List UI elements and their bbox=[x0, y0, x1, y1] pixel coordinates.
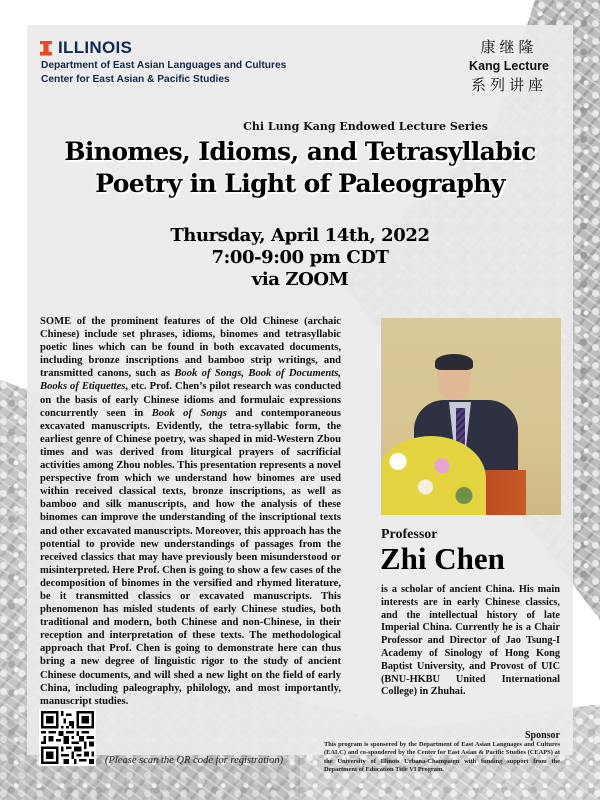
speaker-name: Zhi Chen bbox=[380, 541, 505, 576]
department-name: Department of East Asian Languages and Cultures bbox=[41, 60, 287, 71]
photo-flowers bbox=[381, 436, 486, 515]
photo-hair bbox=[435, 354, 473, 370]
brand-wordmark: ILLINOIS bbox=[58, 38, 133, 57]
title-line-1: Binomes, Idioms, and Tetrasyllabic bbox=[64, 137, 536, 166]
kang-zh-series: 系列讲座 bbox=[470, 76, 547, 94]
abstract-part: and contemporaneous excavated manuscripts. Evidently, the tetra-syllabic form, the earliest genre of Chinese poetry, was shaped in mid-Western Zbou times and was derived from liturgical prayers of sacrificial activities among Zhou nobles. This presentation represents a novel perspective from which we understand how binomes are used within received classical texts, bronze inscriptions, as well as bamboo and silk manuscripts, and how the analysis of these binomes can improve the understanding of the inscriptional texts and other excavated manuscripts. Moreover, this approach has the potential to provide new understandings of passages from the received classics that may have previously been misunderstood or misinterpreted. Here Prof. Chen is going to show a few cases of the decomposition of binomes in the versified and rhymed literature, be it transmitted classics or excavated manuscripts. This phenomenon has misled students of early Chinese studies, both traditional and modern, both Chinese and non-Chinese, in their reception and interpretation of these texts. The methodological approach that Prof. Chen is going to demonstrate here can thus bring a new degree of linguistic rigor to the study of ancient Chinese documents, and will shed a new light on the field of early China, including paleography, philology, and most importantly, manuscript studies. bbox=[40, 407, 341, 707]
kang-lecture-badge bbox=[454, 36, 564, 96]
qr-code-icon bbox=[41, 711, 94, 764]
illinois-logo bbox=[40, 38, 132, 58]
department-names bbox=[41, 59, 286, 87]
lecture-title bbox=[30, 136, 570, 200]
abstract-italic-title: Book of Songs bbox=[151, 407, 227, 419]
event-datetime bbox=[30, 225, 570, 291]
abstract-text bbox=[40, 315, 341, 708]
kang-zh-name: 康继隆 bbox=[480, 38, 538, 56]
sponsor-heading: Sponsor bbox=[524, 730, 560, 741]
abstract-italic-titles: Book of Songs, Book of Documents, Books of Etiquettes bbox=[40, 368, 341, 393]
block-i-icon bbox=[40, 41, 52, 56]
abstract-part: , etc. Prof. Chen’s pilot research was conducted on the basis of early Chinese idioms and formulaic expressions concurrently seen in bbox=[40, 381, 341, 419]
abstract-part: SOME of the prominent features of the Old Chinese (archaic Chinese) include set phrases, idioms, binomes and tetrasyllabic poetic lines which can be found in both excavated documents, including bronze inscriptions and bamboo strip writings, and transmitted canons, such as bbox=[40, 316, 341, 380]
title-line-2: Poetry in Light of Paleography bbox=[95, 169, 505, 198]
event-venue: via ZOOM bbox=[251, 269, 349, 290]
event-time: 7:00-9:00 pm CDT bbox=[211, 247, 389, 268]
registration-note: (Please scan the QR code for registration) bbox=[105, 755, 284, 766]
center-name: Center for East Asian & Pacific Studies bbox=[41, 74, 230, 85]
speaker-bio: is a scholar of ancient China. His main interests are in early Chinese classics, and the intellectual history of late Imperial China. Currently he is a Chair Professor and Director of Jao Tsung-I Academy of Sinology of Hong Kong Baptist University, and Provost of UIC (BNU-HKBU United International College) in Zhuhai. bbox=[381, 584, 560, 698]
sponsor-text: This program is sponsered by the Department of East Asian Languages and Cultures (EALC) and co-spondered by the Center for East Asian & Pacific Studies (CEAPS) at the University of Illinois Urbana-Champaign with funding support from the Department of Education Title VI Program. bbox=[324, 741, 560, 774]
lecture-series: Chi Lung Kang Endowed Lecture Series bbox=[243, 120, 488, 133]
event-date: Thursday, April 14th, 2022 bbox=[170, 225, 430, 246]
speaker-title: Professor bbox=[381, 527, 438, 542]
registration-qr-code[interactable] bbox=[39, 709, 96, 766]
speaker-photo bbox=[381, 318, 561, 515]
kang-en-label: Kang Lecture bbox=[469, 59, 549, 73]
